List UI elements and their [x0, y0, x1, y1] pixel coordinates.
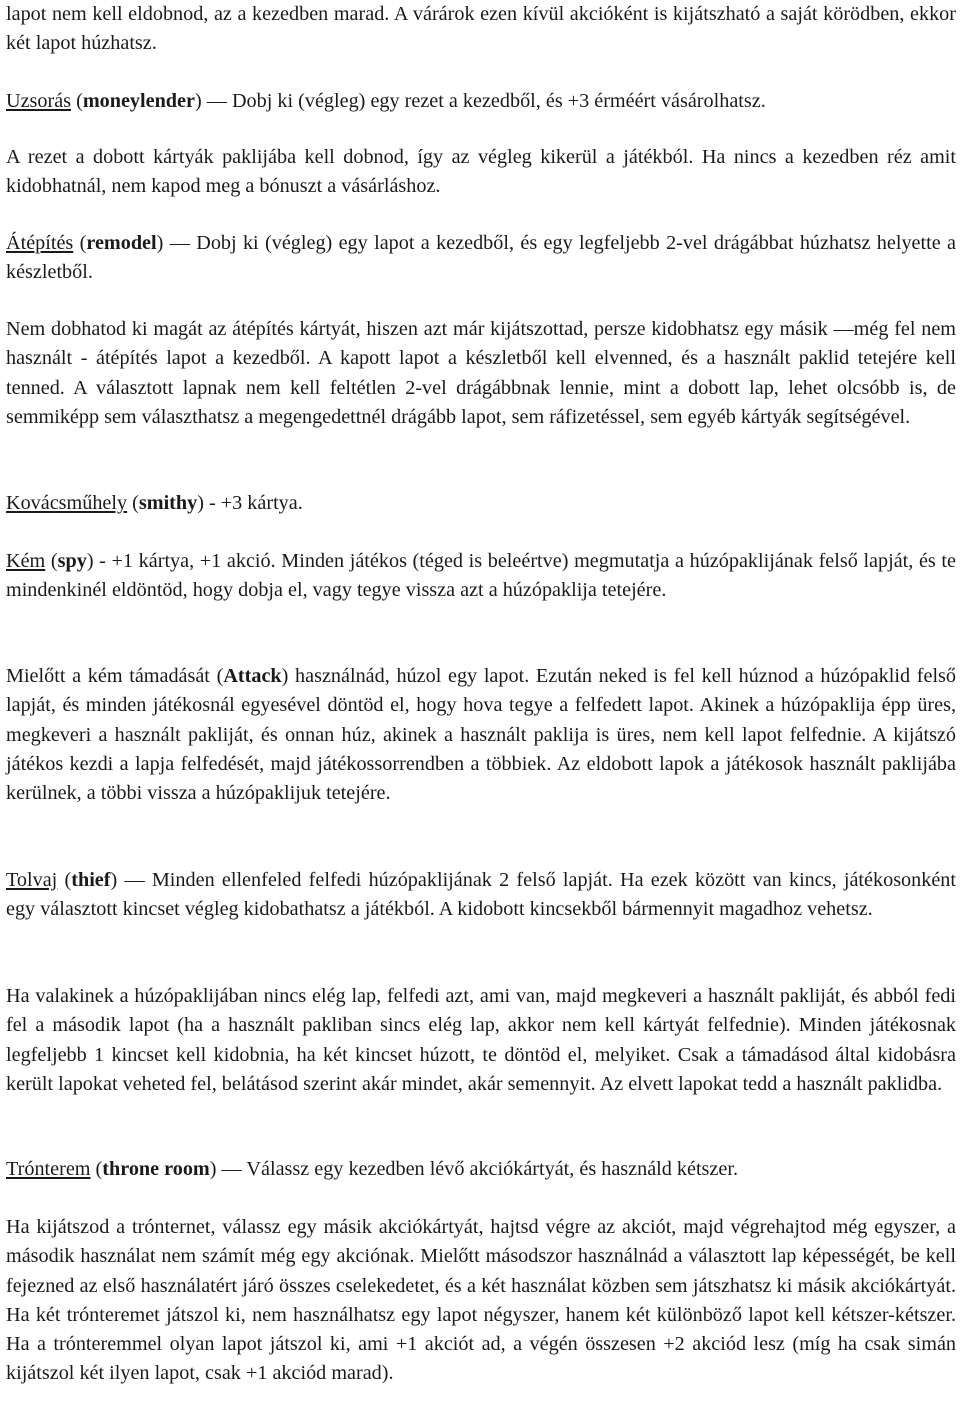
card-english-name: spy [57, 550, 87, 572]
paragraph-throne-room-rules: Ha kijátszod a trónternet, válassz egy másik akciókártyát, hajtsd végre az akciót, majd végrehajtod még egyszer, a második használat nem számít még egy akciónak. Mielőtt másodszor használnád a választott lap képességét, be kell fejezned az első használatért járó összes cselekedetet, és a két használat közben sem játszhatsz ki másik akciókártyát. Ha két trónteremet játszol ki, nem használhatsz egy lapot négyszer, hanem két különböző lapot kell kétszer-kétszer. Ha a trónteremmel olyan lapot játszol ki, ami +1 akciót ad, a végén összesen +2 akciód lesz (míg ha csak simán kijátszol két ilyen lapot, csak +1 akciód marad). [6, 1216, 956, 1385]
paragraph-thief-rules: Ha valakinek a húzópaklijában nincs elég lap, felfedi azt, ami van, majd megkeveri a használt pakliját, és abból fedi fel a második lapot (ha a használt pakliban sincs elég lap, akkor nem kell kártyát felfednie). Minden játékosnak legfeljebb 1 kincset kell kidobnia, ha két kincset húzott, te döntöd el, melyiket. Csak a támadásod által kidobásra került lapokat veheted fel, belátásod szerint akár mindet, akár semennyit. Az elvett lapokat tedd a használt paklidba. [6, 985, 956, 1095]
card-name: Átépítés [6, 232, 74, 254]
card-entry-moneylender: Uzsorás (moneylender) — Dobj ki (végleg) egy rezet a kezedből, és +3 érméért vásárolhatsz. [6, 90, 766, 112]
paragraph-moneylender-rules: A rezet a dobott kártyák paklijába kell dobnod, így az végleg kikerül a játékból. Ha nincs a kezedben réz amit kidobhatnál, nem kapod meg a bónuszt a vásárláshoz. [6, 146, 956, 198]
card-name: Uzsorás [6, 90, 72, 112]
paragraph-remodel-rules: Nem dobhatod ki magát az átépítés kártyát, hiszen azt már kijátszottad, persze kidobhatsz egy másik —még fel nem használt - átépítés lapot a kezedből. A kapott lapot a készletből kell elvenned, és a használt paklid tetejére kell tenned. A választott lapnak nem kell feltétlen 2-vel drágábbnak lennie, mint a dobott lap, lehet olcsóbb is, de semmiképp sem választhatsz a megengedettnél drágább lapot, sem ráfizetéssel, sem egyéb kártyák segítségével. [6, 318, 956, 428]
card-entry-spy: Kém (spy) - +1 kártya, +1 akció. Minden játékos (téged is beleértve) megmutatja a húzópaklijának felső lapját, és te mindenkinél eldöntöd, hogy dobja el, vagy tegye vissza azt a húzópaklija tetejére. [6, 550, 956, 602]
card-name: Kém [6, 550, 46, 572]
paragraph-spy-rules: Mielőtt a kém támadását (Attack) használnád, húzol egy lapot. Ezután neked is fel kell húznod a húzópaklid felső lapját, és minden játékosnál egyesével döntöd el, hogy hova tegye a felfedett lapot. Akinek a húzópaklija épp üres, megkeveri a használt pakliját, és onnan húz, akinek a használt paklija is üres, nem kell lapot felfednie. A kijátszó játékos kezdi a lapja felfedését, majd játékossorrendben a többiek. Az eldobott lapok a játékosok használt paklijába kerülnek, a többi vissza a húzópaklijuk tetejére. [6, 665, 956, 805]
card-english-name: throne room [102, 1158, 210, 1180]
card-english-name: smithy [138, 492, 198, 514]
card-name: Kovácsműhely [6, 492, 128, 514]
card-english-name: moneylender [82, 90, 195, 112]
card-entry-throne-room: Trónterem (throne room) — Válassz egy kezedben lévő akciókártyát, és használd kétszer. [6, 1158, 738, 1180]
card-english-name: remodel [86, 232, 157, 254]
paragraph-moat-continued: lapot nem kell eldobnod, az a kezedben marad. A várárok ezen kívül akcióként is kijátszható a saját körödben, ekkor két lapot húzhatsz. [6, 3, 956, 55]
card-english-name: thief [71, 869, 111, 891]
card-entry-thief: Tolvaj (thief) — Minden ellenfeled felfedi húzópaklijának 2 felső lapját. Ha ezek között van kincs, játékosonként egy választott kincset végleg kidobathatsz a játékból. A kidobott kincsekből bármennyit magadhoz vehetsz. [6, 869, 956, 921]
card-entry-smithy: Kovácsműhely (smithy) - +3 kártya. [6, 492, 303, 514]
card-name: Tolvaj [6, 869, 58, 891]
card-name: Trónterem [6, 1158, 91, 1180]
card-entry-remodel: Átépítés (remodel) — Dobj ki (végleg) egy lapot a kezedből, és egy legfeljebb 2-vel drágábbat húzhatsz helyette a készletből. [6, 232, 956, 284]
